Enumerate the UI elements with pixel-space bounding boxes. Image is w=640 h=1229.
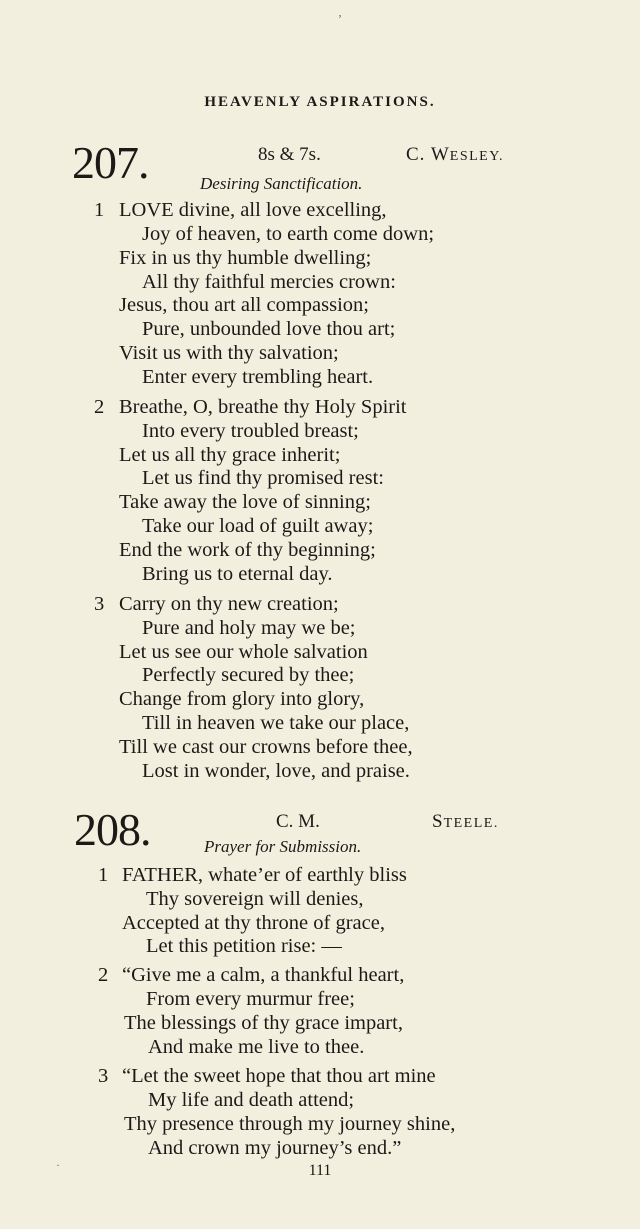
verse-line: All thy faithful mercies crown: xyxy=(142,271,396,293)
hymn-subtitle: Prayer for Submission. xyxy=(204,837,362,856)
verse-line: “Let the sweet hope that thou art mine xyxy=(122,1065,436,1087)
verse-line: Into every troubled breast; xyxy=(142,420,359,442)
verse-line: Thy sovereign will denies, xyxy=(146,888,364,910)
verse-number: 3 xyxy=(98,1065,109,1087)
verse-line: Visit us with thy salvation; xyxy=(119,342,339,364)
verse-line: Bring us to eternal day. xyxy=(142,563,333,585)
author-initial: C. W xyxy=(406,144,450,165)
hymn-author xyxy=(406,144,504,168)
verse-line: Accepted at thy throne of grace, xyxy=(122,912,385,934)
verse-number: 1 xyxy=(98,864,109,886)
verse-line: Thy presence through my journey shine, xyxy=(124,1113,456,1135)
verse-line: Pure, unbounded love thou art; xyxy=(142,318,396,340)
verse-number: 1 xyxy=(94,199,105,221)
verse-line: From every murmur free; xyxy=(146,988,355,1010)
verse-number: 3 xyxy=(94,593,105,615)
verse-line: And crown my journey’s end.” xyxy=(148,1137,402,1159)
verse-number: 2 xyxy=(94,396,105,418)
verse-line: Carry on thy new creation; xyxy=(119,593,339,615)
verse-line: LOVE divine, all love excelling, xyxy=(119,199,387,221)
verse-line: Jesus, thou art all compassion; xyxy=(119,294,369,316)
verse-line: The blessings of thy grace impart, xyxy=(124,1012,403,1034)
verse-line: Till we cast our crowns before thee, xyxy=(119,736,413,758)
verse-line: And make me live to thee. xyxy=(148,1036,365,1058)
verse-line: Change from glory into glory, xyxy=(119,688,365,710)
verse-line: End the work of thy beginning; xyxy=(119,539,376,561)
verse-line: My life and death attend; xyxy=(148,1089,355,1111)
verse-line: Lost in wonder, love, and praise. xyxy=(142,760,410,782)
verse-line: Let this petition rise: — xyxy=(146,935,342,957)
verse-number: 2 xyxy=(98,964,109,986)
hymn-subtitle: Desiring Sanctification. xyxy=(200,174,363,193)
verse-line: Fix in us thy humble dwelling; xyxy=(119,247,372,269)
hymn-number: 207. xyxy=(72,137,149,188)
verse-line: Till in heaven we take our place, xyxy=(142,712,410,734)
verse-line: Let us find thy promised rest: xyxy=(142,467,384,489)
verse-line: “Give me a calm, a thankful heart, xyxy=(122,964,405,986)
hymn-author xyxy=(432,811,499,835)
verse-line: Perfectly secured by thee; xyxy=(142,664,355,686)
verse-line: Enter every trembling heart. xyxy=(142,366,374,388)
page-number: 111 xyxy=(308,1162,332,1179)
verse-line: Pure and holy may we be; xyxy=(142,617,356,639)
verse-line: FATHER, whate’er of earthly bliss xyxy=(122,864,407,886)
running-head: HEAVENLY ASPIRATIONS. xyxy=(204,94,436,110)
verse-line: Take our load of guilt away; xyxy=(142,515,374,537)
paper-speck: ʼ xyxy=(338,12,342,26)
paper-speck: · xyxy=(56,1158,60,1172)
verse-line: Take away the love of sinning; xyxy=(119,491,371,513)
verse-line: Let us see our whole salvation xyxy=(119,641,368,663)
verse-line: Let us all thy grace inherit; xyxy=(119,444,341,466)
hymn-meter: C. M. xyxy=(276,811,320,832)
hymn-number: 208. xyxy=(74,804,151,855)
author-rest: TEELE. xyxy=(443,816,499,831)
author-initial: S xyxy=(432,811,444,832)
verse-line: Breathe, O, breathe thy Holy Spirit xyxy=(119,396,407,418)
hymn-meter: 8s & 7s. xyxy=(258,144,321,165)
author-rest: ESLEY. xyxy=(449,149,505,164)
verse-line: Joy of heaven, to earth come down; xyxy=(142,223,435,245)
